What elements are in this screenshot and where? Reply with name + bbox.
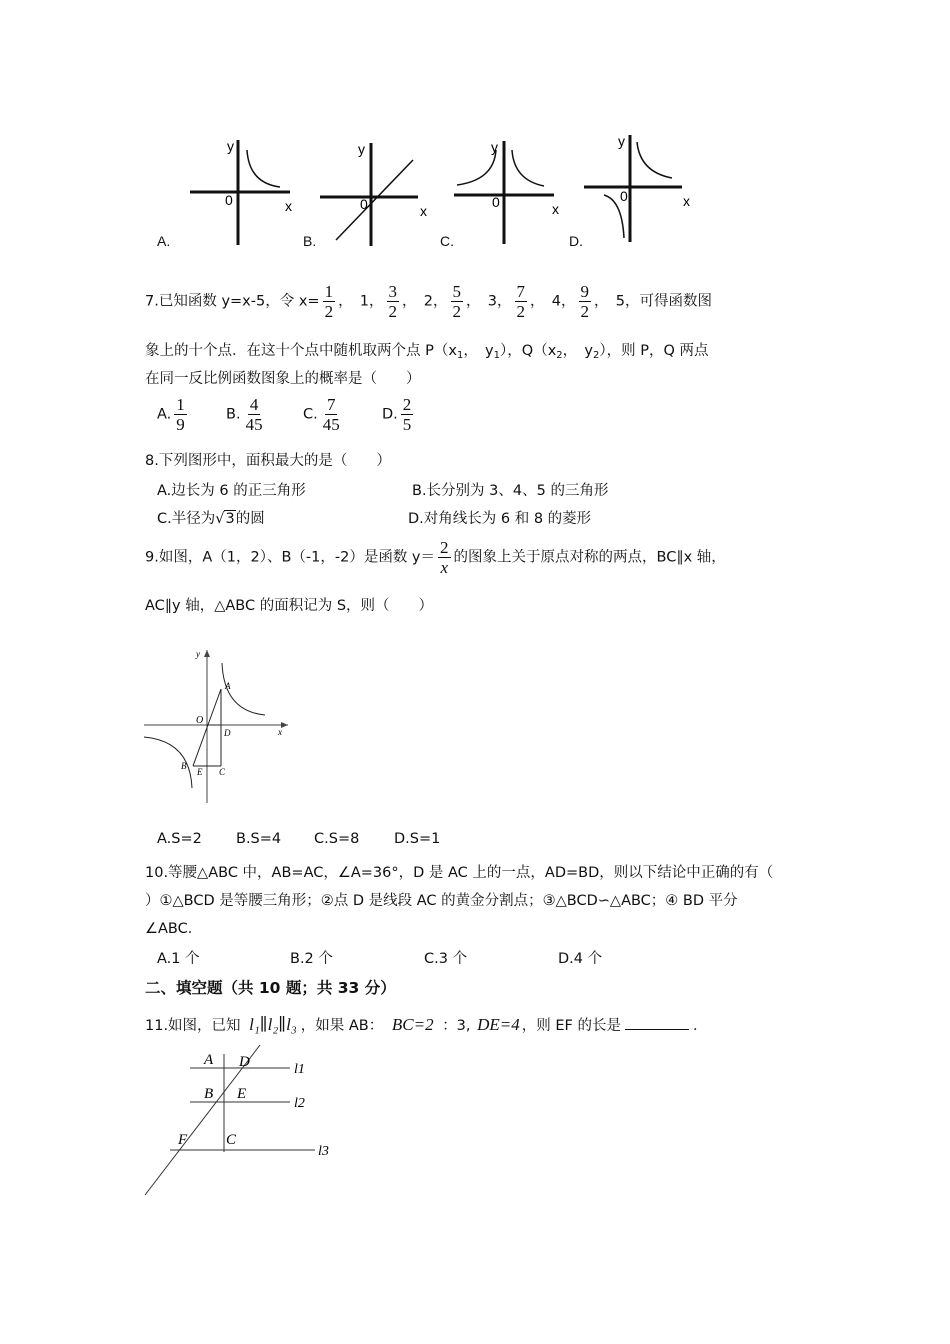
q9-option-a[interactable]: A.S=2 <box>157 831 202 847</box>
q7-stem-line1 <box>145 282 712 321</box>
q9-fig-y: y <box>196 649 200 659</box>
q10-option-b[interactable]: B.2 个 <box>290 951 333 967</box>
q7-sep: ， 2， <box>402 293 448 310</box>
q11-answer-blank[interactable] <box>625 1017 689 1030</box>
q6-graph-b <box>318 140 438 250</box>
q11-math-de: DE=4 <box>477 1015 520 1034</box>
q6-graph-a <box>185 135 305 250</box>
q11-math-bc: BC=2 <box>391 1015 434 1034</box>
q9-option-c[interactable]: C.S=8 <box>314 831 360 847</box>
q11-math-parallel: l₁∥l₂∥l₃ <box>249 1015 297 1034</box>
q6a-y-label: y <box>227 138 234 154</box>
q6-graph-c <box>452 138 572 248</box>
q9-stem-line1: 9.如图，A（1，2）、B（-1，-2）是函数 y＝ $\frac{2}{x}$ 的图象上关于原点对称的两点，BC∥x 轴， <box>145 538 726 577</box>
q6b-x-label: x <box>420 203 427 219</box>
q9-option-d[interactable]: D.S=1 <box>394 831 441 847</box>
q7-stem-line2: 象上的十个点．在这十个点中随机取两个点 $P(x_1$， $y_1$），$Q(x_2$， $y_2$），则 P，Q 两点 <box>145 343 709 361</box>
q9-fig-d: D <box>224 728 231 738</box>
q11-fig-l2: l2 <box>294 1096 305 1111</box>
q6-option-d-label[interactable]: D. <box>569 233 583 249</box>
q10-stem-line1: 10.等腰△ABC 中，AB=AC，∠A=36°，D 是 AC 上的一点，AD=BD，则以下结论中正确的有（ <box>145 865 774 881</box>
q9-fig-x: x <box>278 727 282 737</box>
q6c-origin: 0 <box>492 194 500 210</box>
q6d-x-label: x <box>683 193 690 209</box>
q9-figure <box>140 645 300 810</box>
q7-frac-4: $\frac{7}{2}$ <box>516 282 526 321</box>
q6-option-b-label[interactable]: B. <box>303 233 317 249</box>
section-2-title: 二、填空题（共 10 题；共 33 分） <box>145 979 396 997</box>
q8-option-a[interactable]: A.边长为 6 的正三角形 <box>157 483 306 499</box>
q11-fig-b: B <box>204 1086 214 1102</box>
q6c-y-label: y <box>491 139 498 155</box>
q8-stem: 8.下列图形中，面积最大的是（ ） <box>145 453 391 469</box>
q11-fig-d: D <box>239 1054 250 1070</box>
q6c-x-label: x <box>552 201 559 217</box>
q7-sep: ， 1， <box>338 293 384 310</box>
q10-stem-line2: ）①△BCD 是等腰三角形；②点 D 是线段 AC 的黄金分割点；③△BCD∽△ABC；④ BD 平分 <box>145 893 738 909</box>
q7-option-c[interactable]: C. $\frac{7}{45}$ <box>303 395 340 434</box>
q9-fig-e: E <box>197 767 203 777</box>
q9-stem-line2: AC∥y 轴，△ABC 的面积记为 S，则（ ） <box>145 598 434 614</box>
q7-option-d[interactable]: D. $\frac{2}{5}$ <box>382 395 412 434</box>
q7-option-b[interactable]: B. $\frac{4}{45}$ <box>226 395 263 434</box>
q10-option-c[interactable]: C.3 个 <box>424 951 468 967</box>
q10-option-d[interactable]: D.4 个 <box>558 951 603 967</box>
q7-frac-2: $\frac{3}{2}$ <box>388 282 398 321</box>
q6d-origin: 0 <box>620 188 628 204</box>
q7-sep: ， 3， <box>466 293 512 310</box>
q11-fig-e: E <box>237 1086 247 1102</box>
q8-option-b[interactable]: B.长分别为 3、4、5 的三角形 <box>412 483 609 499</box>
q9-fig-b: B <box>181 761 187 771</box>
q6-option-c-label[interactable]: C. <box>440 233 454 249</box>
q9-fig-c: C <box>219 767 226 777</box>
q7-sep: ， 4， <box>530 293 576 310</box>
q11-fig-l3: l3 <box>318 1144 329 1159</box>
q11-fig-c: C <box>226 1132 237 1148</box>
q9-fig-o: O <box>196 715 204 726</box>
q11-figure <box>140 1040 340 1200</box>
q7-sep: ， 5，可得函数图 <box>594 293 712 310</box>
q6-graph-d <box>582 132 702 247</box>
q7-frac-5: $\frac{9}{2}$ <box>580 282 589 321</box>
q6d-y-label: y <box>618 133 625 149</box>
q7-option-a[interactable]: A. $\frac{1}{9}$ <box>157 395 185 434</box>
q10-option-a[interactable]: A.1 个 <box>157 951 200 967</box>
q9-fig-a: A <box>225 681 231 691</box>
q11-fig-l1: l1 <box>294 1062 305 1077</box>
q11-fig-f: F <box>178 1132 188 1148</box>
q8-option-d[interactable]: D.对角线长为 6 和 8 的菱形 <box>408 511 592 527</box>
q7-frac-3: $\frac{5}{2}$ <box>452 282 462 321</box>
q9-option-b[interactable]: B.S=4 <box>236 831 282 847</box>
q6-option-a-label[interactable]: A. <box>157 233 171 249</box>
q7-stem-line3: 在同一反比例函数图象上的概率是（ ） <box>145 371 421 387</box>
q6b-y-label: y <box>358 141 365 157</box>
q6a-x-label: x <box>285 198 292 214</box>
q6b-origin: 0 <box>360 196 368 212</box>
q7-frac-1: $\frac{1}{2}$ <box>324 282 334 321</box>
q11-fig-a: A <box>204 1052 214 1068</box>
q7-prefix: 7.已知函数 y=x-5，令 x= <box>145 293 320 310</box>
q8-option-c[interactable]: C.半径为√3的圆 <box>157 511 265 527</box>
q11-stem: 11.如图，已知 l₁∥l₂∥l₃ ，如果 AB： BC=2 ：3, DE=4 ，则 EF 的长是 ． <box>145 1015 708 1034</box>
q6a-origin: 0 <box>225 192 233 208</box>
q10-stem-line3: ∠ABC． <box>145 921 203 937</box>
